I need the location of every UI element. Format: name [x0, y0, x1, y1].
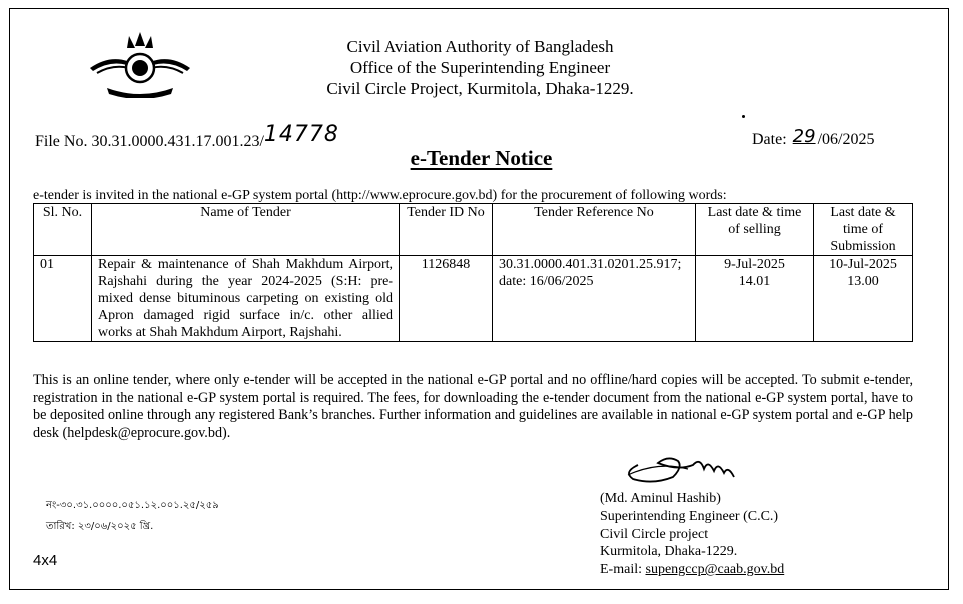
- header-name: Name of Tender: [92, 204, 400, 256]
- date-rest: /06/2025: [817, 131, 875, 148]
- file-number-label: File No. 30.31.0000.431.17.001.23/: [35, 133, 264, 150]
- signer-name: (Md. Aminul Hashib): [600, 491, 721, 506]
- memo-number: নং-৩০.৩১.০০০০.০৫১.১২.০০১.২৫/২৫৯: [46, 500, 219, 511]
- cell-reference: 30.31.0000.401.31.0201.25.917; date: 16/06/2025: [493, 256, 696, 342]
- email-link[interactable]: supengccp@caab.gov.bd: [645, 562, 785, 578]
- caab-logo-icon: [85, 28, 195, 98]
- signatory-block: [600, 490, 784, 579]
- header-submission: Last date & time of Submission: [814, 204, 913, 256]
- tender-description: This is an online tender, where only e-tender will be accepted in the national e-GP portal and no offline/hard copies will be accepted. To submit e-tender, registration in the national e-GP system portal is required. The fees, for downloading the e-tender document from the national e-GP system portal, have to be deposited online through any registered Bank’s branches. Further information and guidelines are available in national e-GP system portal and e-GP help desk (helpdesk@eprocure.gov.bd).: [33, 372, 913, 441]
- memo-date: তারিখ: ২৩/০৬/২০২৫ খ্রি.: [46, 521, 154, 532]
- header-reference: Tender Reference No: [493, 204, 696, 256]
- bangla-memo: [46, 495, 219, 537]
- page-title: [0, 146, 963, 171]
- table-row: [34, 256, 913, 342]
- cell-sl: 01: [34, 256, 92, 342]
- signer-office: Civil Circle project: [600, 526, 709, 542]
- email-label: E-mail:: [600, 562, 646, 578]
- selling-date: 9-Jul-2025: [724, 257, 785, 272]
- header-sl: Sl. No.: [34, 204, 92, 256]
- cell-selling: [696, 256, 814, 342]
- organization-header: [270, 36, 690, 99]
- header-selling: Last date & time of selling: [696, 204, 814, 256]
- table-header-row: [34, 204, 913, 256]
- ink-dot: [742, 115, 745, 118]
- org-name: Civil Aviation Authority of Bangladesh: [346, 37, 614, 56]
- office-name: Office of the Superintending Engineer: [349, 58, 611, 77]
- signer-title: Superintending Engineer (C.C.): [600, 508, 779, 524]
- sheet-label: 4x4: [33, 552, 58, 569]
- cell-tender-id: 1126848: [400, 256, 493, 342]
- submission-date: 10-Jul-2025: [829, 257, 897, 272]
- signature-icon: [618, 447, 748, 489]
- office-address: Civil Circle Project, Kurmitola, Dhaka-1229.: [326, 79, 634, 98]
- submission-time: 13.00: [847, 274, 879, 289]
- date-label: Date:: [752, 131, 791, 148]
- signer-email: [600, 561, 784, 579]
- tender-table: [33, 203, 913, 342]
- signer-address: Kurmitola, Dhaka-1229.: [600, 544, 738, 560]
- selling-time: 14.01: [738, 274, 771, 289]
- page-title-text: e-Tender Notice: [410, 146, 553, 170]
- cell-tender-name: Repair & maintenance of Shah Makhdum Airport, Rajshahi during the year 2024-2025 (S:H: pre-mixed dense bituminous carpeting on existing old Apron damaged rigid surface in/c. other allied works at Shah Makhdum Airport, Rajshahi.: [92, 256, 400, 342]
- invitation-text: e-tender is invited in the national e-GP system portal (http://www.eprocure.gov.bd) for the procurement of following words:: [33, 188, 727, 203]
- date-day-handwritten: 29: [792, 126, 816, 147]
- file-number-handwritten: 14778: [263, 122, 339, 147]
- cell-submission: [814, 256, 913, 342]
- header-tender-id: Tender ID No: [400, 204, 493, 256]
